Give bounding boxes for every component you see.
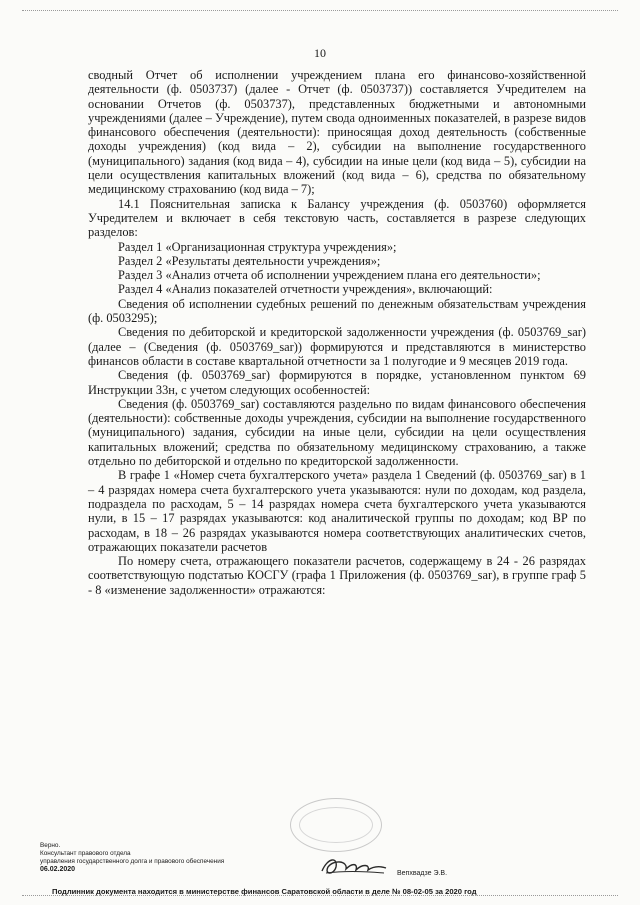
paragraph-12: По номеру счета, отражающего показатели расчетов, содержащему в 24 - 26 разрядах соответствующую подстатью КОСГУ (графа 1 Приложения (ф. 0503769_sar), в группе граф 5 - 8 «изменение задолженности» отражаются:: [88, 554, 586, 597]
stamp-inner-ring: [299, 807, 373, 843]
signer-name: Вепхвадзе Э.В.: [397, 870, 448, 877]
certification-position-2: управления государственного долга и правового обеспечения: [40, 858, 225, 865]
scan-edge-bottom: [22, 895, 618, 896]
paragraph-2: 14.1 Пояснительная записка к Балансу учреждения (ф. 0503760) оформляется Учредителем и включает в себя текстовую часть, составляется в разрезе следующих разделов:: [88, 196, 586, 240]
paragraph-4: Раздел 2 «Результаты деятельности учреждения»;: [118, 253, 381, 268]
paragraph-1: сводный Отчет об исполнении учреждением плана его финансово-хозяйственной деятельности (ф. 0503737) (далее - Отчет (ф. 0503737)) составляется Учредителем на основании Отчетов (ф. 0503737), представленных бюджетными и автономными учреждениями (далее – Учреждение), путем свода одноименных показателей, в разрезе видов финансового обеспечения (деятельности): приносящая доход деятельность (собственные доходы учреждения) (код вида – 2), субсидии на выполнение государственного (муниципального) задания (код вида – 4), субсидии на иные цели (код вида – 5), субсидии на цели осуществления капитальных вложений (код вида – 6), средства по обязательному медицинскому страхованию (код вида – 7);: [88, 68, 586, 197]
paragraph-9: Сведения (ф. 0503769_sar) формируются в порядке, установленном пунктом 69 Инструкции 33н, с учетом следующих особенностей:: [88, 368, 586, 397]
paragraph-7: Сведения об исполнении судебных решений по денежным обязательствам учреждения (ф. 0503295);: [88, 296, 586, 326]
paragraph-11: В графе 1 «Номер счета бухгалтерского учета» раздела 1 Сведений (ф. 0503769_sar) в 1 – 4 разрядах номера счета бухгалтерского учета указываются: нули по доходам, код раздела, подраздела по расходам, 5 – 14 разрядах номера счета бухгалтерского учета указываются нули, в 15 – 17 разрядах указываются: код аналитической группы по доходам; код ВР по расходам, в 18 – 26 разрядах указываются номера соответствующих аналитических счетов, отражающих показатели расчетов: [88, 468, 586, 554]
certification-verified: Верно.: [40, 842, 61, 849]
paragraph-10: Сведения (ф. 0503769_sar) составляются раздельно по видам финансового обеспечения (деятельности): собственные доходы учреждения, субсидии на выполнение государственного (муниципального) задания, субсидии на иные цели, субсидии на цели осуществления капитальных вложений; средства по обязательному медицинскому страхованию, а также отдельно по дебиторской и отдельно по кредиторской задолженности.: [88, 396, 586, 469]
paragraph-3: Раздел 1 «Организационная структура учреждения»;: [118, 239, 397, 254]
document-body: [88, 68, 586, 597]
paragraph-6: Раздел 4 «Анализ показателей отчетности учреждения», включающий:: [118, 282, 493, 297]
original-location-note: Подлинник документа находится в министерстве финансов Саратовской области в деле № 08-02-05 за 2020 год: [52, 887, 477, 896]
certification-date: 06.02.2020: [40, 866, 76, 873]
paragraph-5: Раздел 3 «Анализ отчета об исполнении учреждением плана его деятельности»;: [118, 268, 541, 283]
handwritten-signature: [318, 853, 390, 879]
certification-block: [40, 842, 560, 874]
paragraph-8: Сведения по дебиторской и кредиторской задолженности учреждения (ф. 0503769_sar) (далее – (Сведения (ф. 0503769_sar)) формируются и представляются в министерство финансов области в составе квартальной отчетности за 1 полугодие и 9 месяцев 2019 года.: [88, 325, 586, 368]
scan-edge-top: [22, 10, 618, 11]
page-number: 10: [314, 46, 326, 60]
certification-position-1: Консультант правового отдела: [40, 850, 131, 857]
